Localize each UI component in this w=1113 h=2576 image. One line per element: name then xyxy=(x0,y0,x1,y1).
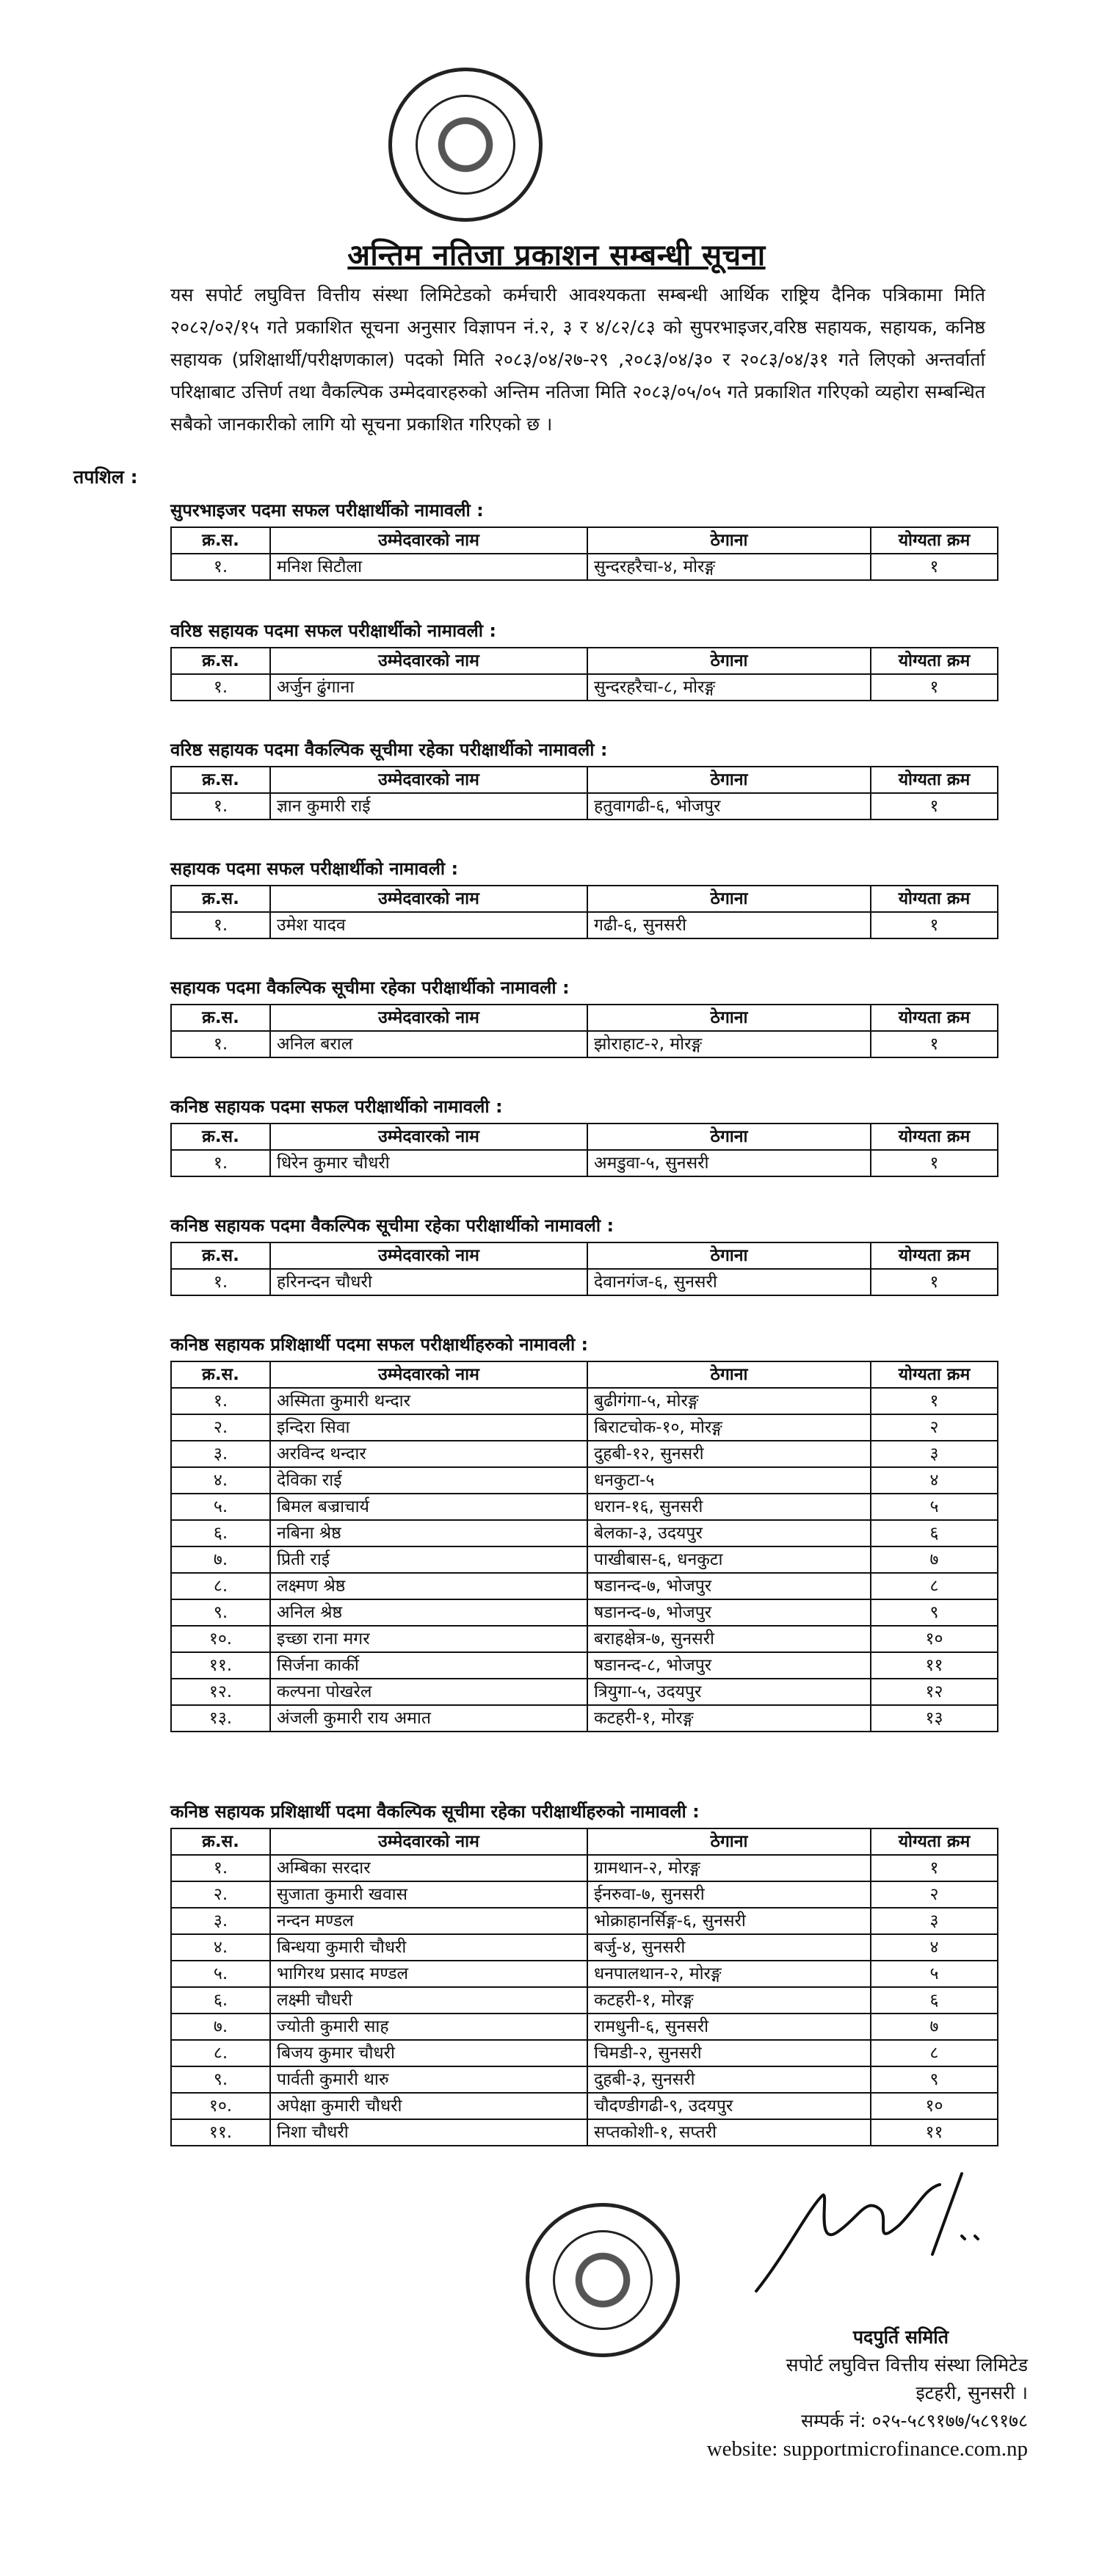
header-address: ठेगाना xyxy=(587,886,871,912)
cell-sn: ३. xyxy=(171,1908,270,1934)
cell-address: बुढीगंगा-५, मोरङ्ग xyxy=(587,1388,871,1414)
table-row xyxy=(171,1961,998,1987)
cell-address: दुहबी-३, सुनसरी xyxy=(587,2066,871,2093)
cell-sn: १०. xyxy=(171,2093,270,2119)
cell-rank: ५ xyxy=(871,1961,998,1987)
result-table xyxy=(170,766,998,820)
cell-rank: ११ xyxy=(871,1652,998,1679)
details-label: तपशिल : xyxy=(73,466,138,488)
cell-name: उमेश यादव xyxy=(270,912,587,938)
header-rank: योग्यता क्रम xyxy=(871,767,998,793)
header-address: ठेगाना xyxy=(587,1361,871,1388)
notice-intro: यस सपोर्ट लघुवित्त वित्तीय संस्था लिमिटेडको कर्मचारी आवश्यकता सम्बन्धी आर्थिक राष्ट्रिय दैनिक पत्रिकामा मिति २०८२/०२/१५ गते प्रकाशित सूचना अनुसार विज्ञापन नं.२, ३ र ४/८२/८३ को सुपरभाइजर,वरिष्ठ सहायक, सहायक, कनिष्ठ सहायक (प्रशिक्षार्थी/परीक्षणकाल) पदको मिति २०८३/०४/२७-२९ ,२०८३/०४/३० र २०८३/०४/३१ गते लिएको अन्तर्वार्ता परिक्षाबाट उत्तिर्ण तथा वैकल्पिक उम्मेदवारहरुको अन्तिम नतिजा मिति २०८३/०५/०५ गते प्रकाशित गरिएको व्यहोरा सम्बन्धित सबैको जानकारीको लागि यो सूचना प्रकाशित गरिएको छ । xyxy=(170,284,985,435)
cell-name: बिजय कुमार चौधरी xyxy=(270,2040,587,2066)
table-row xyxy=(171,1855,998,1881)
cell-address: ईनरुवा-७, सुनसरी xyxy=(587,1881,871,1908)
organization-seal-top xyxy=(388,68,543,222)
cell-name: इच्छा राना मगर xyxy=(270,1626,587,1652)
section-title: कनिष्ठ सहायक प्रशिक्षार्थी पदमा वैकल्पिक सूचीमा रहेका परीक्षार्थीहरुको नामावली : xyxy=(170,1801,700,1822)
result-section xyxy=(170,1799,997,2146)
table-row xyxy=(171,1679,998,1705)
header-sn: क्र.स. xyxy=(171,648,270,674)
cell-name: ज्ञान कुमारी राई xyxy=(270,793,587,820)
cell-address: षडानन्द-८, भोजपुर xyxy=(587,1652,871,1679)
table-row xyxy=(171,1881,998,1908)
cell-name: मनिश सिटौला xyxy=(270,554,587,580)
header-address: ठेगाना xyxy=(587,648,871,674)
table-row xyxy=(171,1546,998,1573)
cell-rank: १ xyxy=(871,912,998,938)
cell-sn: २. xyxy=(171,1414,270,1441)
table-header-row xyxy=(171,648,998,674)
cell-name: इन्दिरा सिवा xyxy=(270,1414,587,1441)
cell-address: सुन्दरहरैचा-८, मोरङ्ग xyxy=(587,674,871,701)
cell-rank: १ xyxy=(871,554,998,580)
header-rank: योग्यता क्रम xyxy=(871,1124,998,1150)
cell-address: पाखीबास-६, धनकुटा xyxy=(587,1546,871,1573)
cell-address: त्रियुगा-५, उदयपुर xyxy=(587,1679,871,1705)
section-title: सहायक पदमा वैकल्पिक सूचीमा रहेका परीक्षार्थीको नामावली : xyxy=(170,977,570,998)
header-name: उम्मेदवारको नाम xyxy=(270,1124,587,1150)
result-table xyxy=(170,1123,998,1177)
cell-address: अमडुवा-५, सुनसरी xyxy=(587,1150,871,1176)
header-name: उम्मेदवारको नाम xyxy=(270,886,587,912)
cell-rank: ५ xyxy=(871,1494,998,1520)
cell-address: धनपालथान-२, मोरङ्ग xyxy=(587,1961,871,1987)
cell-sn: ८. xyxy=(171,1573,270,1599)
cell-rank: १२ xyxy=(871,1679,998,1705)
table-row xyxy=(171,2093,998,2119)
header-sn: क्र.स. xyxy=(171,1005,270,1031)
cell-address: चौदण्डीगढी-९, उदयपुर xyxy=(587,2093,871,2119)
cell-sn: ९. xyxy=(171,1599,270,1626)
section-title: कनिष्ठ सहायक पदमा सफल परीक्षार्थीको नामावली : xyxy=(170,1096,503,1117)
section-title: सुपरभाइजर पदमा सफल परीक्षार्थीको नामावली : xyxy=(170,500,484,521)
cell-name: अनिल बराल xyxy=(270,1031,587,1057)
cell-sn: ११. xyxy=(171,1652,270,1679)
cell-name: पार्वती कुमारी थारु xyxy=(270,2066,587,2093)
header-sn: क्र.स. xyxy=(171,1361,270,1388)
result-table xyxy=(170,1828,998,2146)
cell-name: भागिरथ प्रसाद मण्डल xyxy=(270,1961,587,1987)
cell-name: अर्जुन ढुंगाना xyxy=(270,674,587,701)
result-section xyxy=(170,1094,997,1177)
cell-sn: १०. xyxy=(171,1626,270,1652)
cell-name: अस्मिता कुमारी थन्दार xyxy=(270,1388,587,1414)
cell-address: रामधुनी-६, सुनसरी xyxy=(587,2014,871,2040)
cell-address: बर्जु-४, सुनसरी xyxy=(587,1934,871,1961)
cell-name: धिरेन कुमार चौधरी xyxy=(270,1150,587,1176)
result-section xyxy=(170,737,997,820)
result-table xyxy=(170,527,998,581)
table-row xyxy=(171,1626,998,1652)
cell-rank: ७ xyxy=(871,1546,998,1573)
result-table xyxy=(170,1004,998,1058)
cell-sn: ६. xyxy=(171,1987,270,2014)
header-rank: योग्यता क्रम xyxy=(871,527,998,554)
cell-rank: १० xyxy=(871,1626,998,1652)
cell-name: कल्पना पोखरेल xyxy=(270,1679,587,1705)
cell-rank: ६ xyxy=(871,1520,998,1546)
header-address: ठेगाना xyxy=(587,767,871,793)
cell-rank: १ xyxy=(871,1855,998,1881)
result-table xyxy=(170,1242,998,1296)
table-row xyxy=(171,1520,998,1546)
cell-address: कटहरी-१, मोरङ्ग xyxy=(587,1705,871,1732)
header-name: उम्मेदवारको नाम xyxy=(270,1361,587,1388)
result-section xyxy=(170,975,997,1058)
cell-rank: ९ xyxy=(871,1599,998,1626)
cell-rank: ८ xyxy=(871,1573,998,1599)
header-sn: क्र.स. xyxy=(171,1828,270,1855)
cell-sn: १. xyxy=(171,1031,270,1057)
cell-sn: १. xyxy=(171,674,270,701)
table-header-row xyxy=(171,886,998,912)
table-row xyxy=(171,1908,998,1934)
table-header-row xyxy=(171,1361,998,1388)
cell-name: ज्योती कुमारी साह xyxy=(270,2014,587,2040)
header-address: ठेगाना xyxy=(587,1005,871,1031)
table-row xyxy=(171,912,998,938)
section-title: वरिष्ठ सहायक पदमा वैकल्पिक सूचीमा रहेका परीक्षार्थीको नामावली : xyxy=(170,739,608,760)
cell-address: दुहबी-१२, सुनसरी xyxy=(587,1441,871,1467)
header-sn: क्र.स. xyxy=(171,1124,270,1150)
header-sn: क्र.स. xyxy=(171,767,270,793)
cell-address: धनकुटा-५ xyxy=(587,1467,871,1494)
cell-address: बराहक्षेत्र-७, सुनसरी xyxy=(587,1626,871,1652)
table-row xyxy=(171,1388,998,1414)
section-title: वरिष्ठ सहायक पदमा सफल परीक्षार्थीको नामावली : xyxy=(170,621,496,641)
header-sn: क्र.स. xyxy=(171,886,270,912)
cell-address: भोक्राहानर्सिङ्ग-६, सुनसरी xyxy=(587,1908,871,1934)
cell-address: गढी-६, सुनसरी xyxy=(587,912,871,938)
header-rank: योग्यता क्रम xyxy=(871,886,998,912)
cell-address: सप्तकोशी-१, सप्तरी xyxy=(587,2119,871,2146)
contact-number: सम्पर्क नं: ०२५-५८९१७७/५८९१७८ xyxy=(801,2410,1028,2431)
cell-rank: ६ xyxy=(871,1987,998,2014)
cell-name: निशा चौधरी xyxy=(270,2119,587,2146)
cell-address: ग्रामथान-२, मोरङ्ग xyxy=(587,1855,871,1881)
cell-rank: १३ xyxy=(871,1705,998,1732)
cell-sn: ७. xyxy=(171,2014,270,2040)
cell-address: झोराहाट-२, मोरङ्ग xyxy=(587,1031,871,1057)
cell-name: बिमल बज्राचार्य xyxy=(270,1494,587,1520)
header-rank: योग्यता क्रम xyxy=(871,1828,998,1855)
result-section xyxy=(170,1332,997,1732)
header-name: उम्मेदवारको नाम xyxy=(270,1005,587,1031)
table-row xyxy=(171,1573,998,1599)
cell-rank: २ xyxy=(871,1881,998,1908)
table-row xyxy=(171,2066,998,2093)
website-link[interactable]: website: supportmicrofinance.com.np xyxy=(706,2437,1028,2461)
header-name: उम्मेदवारको नाम xyxy=(270,767,587,793)
cell-sn: ८. xyxy=(171,2040,270,2066)
cell-address: हतुवागढी-६, भोजपुर xyxy=(587,793,871,820)
header-name: उम्मेदवारको नाम xyxy=(270,1242,587,1269)
cell-name: प्रिती राई xyxy=(270,1546,587,1573)
cell-sn: १. xyxy=(171,912,270,938)
table-header-row xyxy=(171,1005,998,1031)
cell-sn: ४. xyxy=(171,1467,270,1494)
cell-sn: ५. xyxy=(171,1494,270,1520)
result-table xyxy=(170,885,998,939)
table-header-row xyxy=(171,1242,998,1269)
table-row xyxy=(171,1934,998,1961)
header-rank: योग्यता क्रम xyxy=(871,648,998,674)
header-rank: योग्यता क्रम xyxy=(871,1361,998,1388)
cell-address: षडानन्द-७, भोजपुर xyxy=(587,1599,871,1626)
cell-sn: १२. xyxy=(171,1679,270,1705)
section-title: कनिष्ठ सहायक प्रशिक्षार्थी पदमा सफल परीक्षार्थीहरुको नामावली : xyxy=(170,1334,589,1355)
table-header-row xyxy=(171,1828,998,1855)
header-name: उम्मेदवारको नाम xyxy=(270,648,587,674)
table-row xyxy=(171,674,998,701)
section-title: सहायक पदमा सफल परीक्षार्थीको नामावली : xyxy=(170,858,459,879)
organization-location: इटहरी, सुनसरी । xyxy=(916,2382,1028,2403)
header-address: ठेगाना xyxy=(587,527,871,554)
cell-rank: १ xyxy=(871,1031,998,1057)
cell-sn: १. xyxy=(171,793,270,820)
header-rank: योग्यता क्रम xyxy=(871,1005,998,1031)
cell-name: लक्ष्मी चौधरी xyxy=(270,1987,587,2014)
table-row xyxy=(171,2014,998,2040)
cell-sn: ११. xyxy=(171,2119,270,2146)
cell-sn: १३. xyxy=(171,1705,270,1732)
cell-name: लक्ष्मण श्रेष्ठ xyxy=(270,1573,587,1599)
cell-name: हरिनन्दन चौधरी xyxy=(270,1269,587,1295)
cell-name: अरविन्द थन्दार xyxy=(270,1441,587,1467)
table-row xyxy=(171,1269,998,1295)
table-header-row xyxy=(171,767,998,793)
cell-sn: २. xyxy=(171,1881,270,1908)
table-row xyxy=(171,1414,998,1441)
cell-sn: १. xyxy=(171,1855,270,1881)
cell-address: चिमडी-२, सुनसरी xyxy=(587,2040,871,2066)
section-title: कनिष्ठ सहायक पदमा वैकल्पिक सूचीमा रहेका परीक्षार्थीको नामावली : xyxy=(170,1215,614,1236)
table-row xyxy=(171,1150,998,1176)
cell-rank: १ xyxy=(871,674,998,701)
cell-name: बिन्धया कुमारी चौधरी xyxy=(270,1934,587,1961)
cell-rank: ३ xyxy=(871,1441,998,1467)
result-section xyxy=(170,1213,997,1296)
table-row xyxy=(171,1441,998,1467)
table-row xyxy=(171,2040,998,2066)
header-sn: क्र.स. xyxy=(171,527,270,554)
header-name: उम्मेदवारको नाम xyxy=(270,1828,587,1855)
cell-rank: ८ xyxy=(871,2040,998,2066)
cell-address: षडानन्द-७, भोजपुर xyxy=(587,1573,871,1599)
table-row xyxy=(171,1467,998,1494)
cell-name: सुजाता कुमारी खवास xyxy=(270,1881,587,1908)
notice-title: अन्तिम नतिजा प्रकाशन सम्बन्धी सूचना xyxy=(347,239,766,272)
table-row xyxy=(171,1987,998,2014)
table-row xyxy=(171,2119,998,2146)
cell-sn: ४. xyxy=(171,1934,270,1961)
cell-address: सुन्दरहरैचा-४, मोरङ्ग xyxy=(587,554,871,580)
result-table xyxy=(170,647,998,701)
cell-address: बिराटचोक-१०, मोरङ्ग xyxy=(587,1414,871,1441)
cell-rank: १ xyxy=(871,1150,998,1176)
cell-sn: १. xyxy=(171,1150,270,1176)
cell-sn: ५. xyxy=(171,1961,270,1987)
cell-rank: ४ xyxy=(871,1934,998,1961)
cell-rank: १ xyxy=(871,1388,998,1414)
table-row xyxy=(171,1494,998,1520)
cell-address: देवानगंज-६, सुनसरी xyxy=(587,1269,871,1295)
result-section xyxy=(170,856,997,939)
cell-name: सिर्जना कार्की xyxy=(270,1652,587,1679)
organization-name: सपोर्ट लघुवित्त वित्तीय संस्था लिमिटेड xyxy=(786,2354,1028,2376)
cell-sn: ३. xyxy=(171,1441,270,1467)
header-sn: क्र.स. xyxy=(171,1242,270,1269)
cell-sn: १. xyxy=(171,1269,270,1295)
table-row xyxy=(171,1705,998,1732)
header-address: ठेगाना xyxy=(587,1124,871,1150)
cell-name: अनिल श्रेष्ठ xyxy=(270,1599,587,1626)
cell-rank: १ xyxy=(871,1269,998,1295)
cell-sn: ६. xyxy=(171,1520,270,1546)
table-header-row xyxy=(171,527,998,554)
cell-sn: १. xyxy=(171,1388,270,1414)
footer-block xyxy=(646,2323,1028,2463)
cell-sn: ९. xyxy=(171,2066,270,2093)
cell-name: देविका राई xyxy=(270,1467,587,1494)
cell-rank: ३ xyxy=(871,1908,998,1934)
header-address: ठेगाना xyxy=(587,1242,871,1269)
table-row xyxy=(171,1652,998,1679)
cell-name: अम्बिका सरदार xyxy=(270,1855,587,1881)
cell-rank: ११ xyxy=(871,2119,998,2146)
cell-name: नबिना श्रेष्ठ xyxy=(270,1520,587,1546)
cell-address: बेलका-३, उदयपुर xyxy=(587,1520,871,1546)
table-row xyxy=(171,1599,998,1626)
table-header-row xyxy=(171,1124,998,1150)
result-section xyxy=(170,618,997,701)
result-section xyxy=(170,498,997,581)
cell-rank: २ xyxy=(871,1414,998,1441)
cell-rank: ९ xyxy=(871,2066,998,2093)
table-row xyxy=(171,554,998,580)
committee-name: पदपुर्ति समिति xyxy=(852,2326,949,2348)
cell-rank: ७ xyxy=(871,2014,998,2040)
header-name: उम्मेदवारको नाम xyxy=(270,527,587,554)
header-address: ठेगाना xyxy=(587,1828,871,1855)
table-row xyxy=(171,1031,998,1057)
table-row xyxy=(171,793,998,820)
cell-address: धरान-१६, सुनसरी xyxy=(587,1494,871,1520)
cell-rank: ४ xyxy=(871,1467,998,1494)
cell-rank: १ xyxy=(871,793,998,820)
cell-name: नन्दन मण्डल xyxy=(270,1908,587,1934)
cell-rank: १० xyxy=(871,2093,998,2119)
header-rank: योग्यता क्रम xyxy=(871,1242,998,1269)
cell-sn: ७. xyxy=(171,1546,270,1573)
cell-name: अपेक्षा कुमारी चौधरी xyxy=(270,2093,587,2119)
cell-name: अंजली कुमारी राय अमात xyxy=(270,1705,587,1732)
result-table xyxy=(170,1361,998,1732)
signature xyxy=(742,2166,984,2306)
cell-sn: १. xyxy=(171,554,270,580)
cell-address: कटहरी-१, मोरङ्ग xyxy=(587,1987,871,2014)
